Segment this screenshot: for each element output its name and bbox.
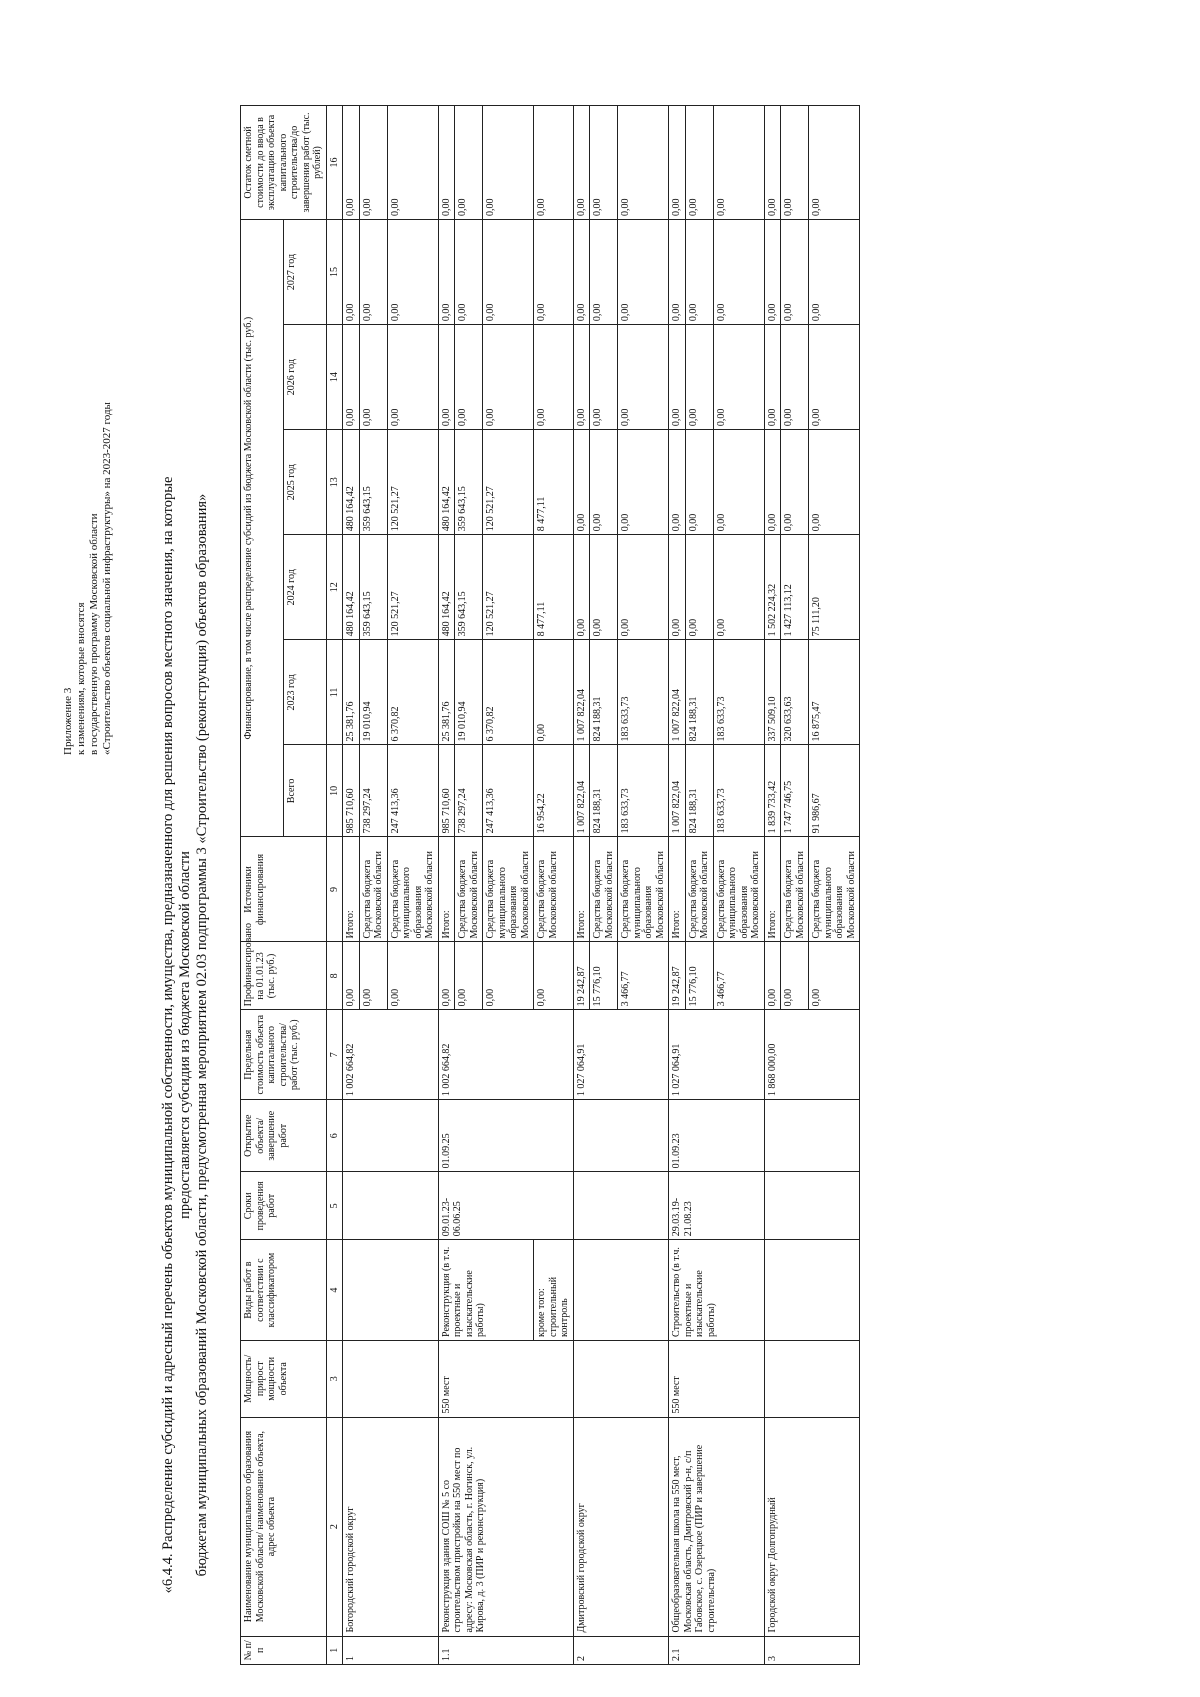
value-2024: 120 521,27 (387, 535, 438, 640)
column-number: 12 (326, 535, 343, 640)
value-2027: 0,00 (483, 219, 534, 324)
limit-cost: 1 027 064,91 (669, 1010, 765, 1100)
value-2025: 0,00 (713, 430, 764, 535)
prefinanced-value: 0,00 (764, 942, 781, 1010)
value-2026: 0,00 (359, 325, 387, 430)
value-2024: 0,00 (713, 535, 764, 640)
value-2024: 0,00 (669, 535, 686, 640)
prefinanced-value: 19 242,87 (669, 942, 686, 1010)
total-value: 1 839 733,42 (764, 745, 781, 837)
opening-date (573, 1100, 669, 1172)
total-value: 1 747 746,75 (781, 745, 809, 837)
value-2027: 0,00 (669, 219, 686, 324)
value-2023: 1 007 822,04 (573, 640, 590, 745)
value-2027: 0,00 (590, 219, 618, 324)
prefinanced-value: 0,00 (483, 942, 534, 1010)
value-2026: 0,00 (618, 325, 669, 430)
limit-cost: 1 868 000,00 (764, 1010, 860, 1100)
value-2027: 0,00 (534, 219, 574, 324)
appendix-line: к изменениям, которые вносятся (75, 602, 87, 755)
value-2026: 0,00 (669, 325, 686, 430)
work-terms: 09.01.23-06.06.25 (438, 1172, 573, 1240)
value-2024: 1 427 113,12 (781, 535, 809, 640)
column-number: 13 (326, 430, 343, 535)
value-2025: 0,00 (573, 430, 590, 535)
header-2023: 2023 год (283, 640, 326, 745)
total-value: 738 297,24 (455, 745, 483, 837)
prefinanced-value: 0,00 (359, 942, 387, 1010)
value-2027: 0,00 (781, 219, 809, 324)
table-row (573, 106, 590, 1665)
column-number-row (326, 106, 343, 1665)
caption-line: бюджетам муниципальных образований Московской области, предусмотренная мероприятием 02.03 подпрограммы 3 «Строительство (реконструкция) объектов образования» (194, 493, 210, 1577)
value-2024: 1 502 224,32 (764, 535, 781, 640)
row-number: 2 (573, 1636, 669, 1664)
table-caption (160, 435, 211, 1635)
funding-source: Итого: (669, 837, 686, 942)
value-2025: 120 521,27 (387, 430, 438, 535)
opening-date (343, 1100, 439, 1172)
column-number: 4 (326, 1240, 343, 1341)
row-number: 1 (343, 1636, 439, 1664)
value-2023: 25 381,76 (438, 640, 455, 745)
appendix-line: в государственную программу Московской области (88, 513, 100, 755)
remainder-value: 0,00 (685, 106, 713, 220)
header-terms: Сроки проведения работ (241, 1172, 327, 1240)
value-2023: 25 381,76 (343, 640, 360, 745)
value-2025: 0,00 (669, 430, 686, 535)
funding-source: Средства бюджета Московской области (685, 837, 713, 942)
prefinanced-value: 15 776,10 (590, 942, 618, 1010)
table-row (343, 106, 360, 1665)
object-name: Богородский городской округ (343, 1417, 439, 1636)
prefinanced-value: 0,00 (809, 942, 860, 1010)
total-value: 824 188,31 (590, 745, 618, 837)
prefinanced-value: 0,00 (343, 942, 360, 1010)
table-row (669, 106, 686, 1665)
header-remainder: Остаток сметной стоимости до ввода в эксплуатацию объекта капитального строительства/до завершения работ (тыс. рублей) (241, 106, 327, 220)
funding-source: Итого: (764, 837, 781, 942)
table-body (343, 106, 860, 1665)
value-2024: 0,00 (590, 535, 618, 640)
value-2026: 0,00 (590, 325, 618, 430)
total-value: 985 710,60 (438, 745, 455, 837)
header-2027: 2027 год (283, 219, 326, 324)
remainder-value: 0,00 (387, 106, 438, 220)
total-value: 1 007 822,04 (573, 745, 590, 837)
total-value: 1 007 822,04 (669, 745, 686, 837)
work-terms (343, 1172, 439, 1240)
value-2025: 359 643,15 (455, 430, 483, 535)
value-2026: 0,00 (685, 325, 713, 430)
column-number: 5 (326, 1172, 343, 1240)
value-2027: 0,00 (387, 219, 438, 324)
funding-source: Средства бюджета муниципального образования Московской области (809, 837, 860, 942)
header-2025: 2025 год (283, 430, 326, 535)
value-2025: 480 164,42 (438, 430, 455, 535)
value-2026: 0,00 (534, 325, 574, 430)
remainder-value: 0,00 (534, 106, 574, 220)
value-2023: 320 633,63 (781, 640, 809, 745)
prefinanced-value: 19 242,87 (573, 942, 590, 1010)
prefinanced-value: 15 776,10 (685, 942, 713, 1010)
remainder-value: 0,00 (669, 106, 686, 220)
funding-source: Средства бюджета муниципального образования Московской области (618, 837, 669, 942)
value-2027: 0,00 (455, 219, 483, 324)
prefinanced-value: 0,00 (534, 942, 574, 1010)
total-value: 738 297,24 (359, 745, 387, 837)
value-2026: 0,00 (483, 325, 534, 430)
total-value: 824 188,31 (685, 745, 713, 837)
value-2027: 0,00 (438, 219, 455, 324)
limit-cost: 1 027 064,91 (573, 1010, 669, 1100)
value-2026: 0,00 (809, 325, 860, 430)
header-2024: 2024 год (283, 535, 326, 640)
total-value: 247 413,36 (387, 745, 438, 837)
value-2026: 0,00 (713, 325, 764, 430)
value-2025: 480 164,42 (343, 430, 360, 535)
prefinanced-value: 0,00 (781, 942, 809, 1010)
header-limit-cost: Предельная стоимость объекта капитального строительства/ работ (тыс. руб.) (241, 1010, 327, 1100)
object-capacity: 550 мест (669, 1340, 765, 1417)
value-2026: 0,00 (781, 325, 809, 430)
value-2023: 19 010,94 (359, 640, 387, 745)
column-number: 2 (326, 1417, 343, 1636)
value-2025: 120 521,27 (483, 430, 534, 535)
total-value: 16 954,22 (534, 745, 574, 837)
object-name: Общеобразовательная школа на 550 мест, Московская область, Дмитровский р-н, с/п Габовское, с. Озерецкое (ПИР и завершение строительства) (669, 1417, 765, 1636)
value-2026: 0,00 (764, 325, 781, 430)
opening-date: 01.09.23 (669, 1100, 765, 1172)
header-work-types: Виды работ в соответствии с классификатором (241, 1240, 327, 1341)
rotated-page (60, 85, 1120, 1665)
appendix-note (62, 155, 114, 755)
value-2024: 8 477,11 (534, 535, 574, 640)
work-type: Строительство (в т.ч. проектные и изыскательские работы) (669, 1240, 765, 1341)
row-number: 3 (764, 1636, 860, 1664)
value-2025: 8 477,11 (534, 430, 574, 535)
header-total: Всего (283, 745, 326, 837)
value-2025: 0,00 (685, 430, 713, 535)
value-2024: 0,00 (573, 535, 590, 640)
work-terms (764, 1172, 860, 1240)
value-2025: 359 643,15 (359, 430, 387, 535)
object-name: Реконструкция здания СОШ № 5 со строительством пристройки на 550 мест по адресу: Московская область, г. Ногинск, ул. Кирова, д. 3 (ПИР и реконструкция) (438, 1417, 573, 1636)
opening-date (764, 1100, 860, 1172)
prefinanced-value: 0,00 (438, 942, 455, 1010)
remainder-value: 0,00 (455, 106, 483, 220)
object-capacity: 550 мест (438, 1340, 573, 1417)
value-2023: 0,00 (534, 640, 574, 745)
remainder-value: 0,00 (590, 106, 618, 220)
column-number: 16 (326, 106, 343, 220)
work-terms (573, 1172, 669, 1240)
object-capacity (343, 1340, 439, 1417)
column-number: 15 (326, 219, 343, 324)
funding-source: Средства бюджета муниципального образования Московской области (713, 837, 764, 942)
caption-line: «6.4.4. Распределение субсидий и адресный перечень объектов муниципальной собственности, имущества, предназначенного для решения вопросов местного значения, на которые предоставляется субсидия из бюджета Московской области (160, 476, 193, 1594)
value-2025: 0,00 (764, 430, 781, 535)
value-2026: 0,00 (387, 325, 438, 430)
column-number: 6 (326, 1100, 343, 1172)
header-financing-group: Финансирование, в том числе распределение субсидий из бюджета Московской области (тыс. руб.) (241, 219, 284, 836)
value-2023: 824 188,31 (590, 640, 618, 745)
work-type (764, 1240, 860, 1341)
value-2027: 0,00 (764, 219, 781, 324)
value-2027: 0,00 (343, 219, 360, 324)
header-capacity: Мощность/ прирост мощности объекта (241, 1340, 327, 1417)
work-type-extra: кроме того: строительный контроль (534, 1240, 574, 1341)
value-2026: 0,00 (343, 325, 360, 430)
funding-source: Итого: (438, 837, 455, 942)
remainder-value: 0,00 (781, 106, 809, 220)
object-capacity (573, 1340, 669, 1417)
funding-source: Средства бюджета Московской области (534, 837, 574, 942)
column-number: 11 (326, 640, 343, 745)
object-name: Городской округ Долгопрудный (764, 1417, 860, 1636)
value-2024: 0,00 (685, 535, 713, 640)
value-2023: 337 509,10 (764, 640, 781, 745)
remainder-value: 0,00 (713, 106, 764, 220)
value-2026: 0,00 (438, 325, 455, 430)
prefinanced-value: 0,00 (387, 942, 438, 1010)
total-value: 183 633,73 (618, 745, 669, 837)
value-2023: 6 370,82 (387, 640, 438, 745)
value-2027: 0,00 (618, 219, 669, 324)
appendix-line: «Строительство объектов социальной инфраструктуры» на 2023-2027 годы (101, 402, 113, 755)
work-type: Реконструкция (в т.ч. проектные и изыскательские работы) (438, 1240, 534, 1341)
value-2027: 0,00 (713, 219, 764, 324)
column-number: 3 (326, 1340, 343, 1417)
subsidy-table-wrap (240, 105, 860, 1665)
remainder-value: 0,00 (359, 106, 387, 220)
value-2024: 120 521,27 (483, 535, 534, 640)
work-type (343, 1240, 439, 1341)
remainder-value: 0,00 (809, 106, 860, 220)
value-2027: 0,00 (809, 219, 860, 324)
prefinanced-value: 3 466,77 (618, 942, 669, 1010)
column-number: 14 (326, 325, 343, 430)
value-2027: 0,00 (359, 219, 387, 324)
column-number: 9 (326, 837, 343, 942)
value-2023: 183 633,73 (618, 640, 669, 745)
work-type (573, 1240, 669, 1341)
value-2023: 1 007 822,04 (669, 640, 686, 745)
opening-date: 01.09.25 (438, 1100, 573, 1172)
value-2024: 359 643,15 (359, 535, 387, 640)
prefinanced-value: 0,00 (455, 942, 483, 1010)
value-2024: 480 164,42 (438, 535, 455, 640)
funding-source: Средства бюджета Московской области (590, 837, 618, 942)
remainder-value: 0,00 (618, 106, 669, 220)
subsidy-table (240, 105, 860, 1665)
total-value: 183 633,73 (713, 745, 764, 837)
limit-cost: 1 002 664,82 (343, 1010, 439, 1100)
column-number: 1 (326, 1636, 343, 1664)
value-2024: 480 164,42 (343, 535, 360, 640)
object-name: Дмитровский городской округ (573, 1417, 669, 1636)
funding-source: Средства бюджета муниципального образования Московской области (387, 837, 438, 942)
value-2025: 0,00 (590, 430, 618, 535)
limit-cost: 1 002 664,82 (438, 1010, 573, 1100)
value-2025: 0,00 (781, 430, 809, 535)
value-2023: 6 370,82 (483, 640, 534, 745)
funding-source: Средства бюджета Московской области (359, 837, 387, 942)
value-2024: 359 643,15 (455, 535, 483, 640)
funding-source: Средства бюджета муниципального образования Московской области (483, 837, 534, 942)
value-2025: 0,00 (809, 430, 860, 535)
remainder-value: 0,00 (343, 106, 360, 220)
value-2026: 0,00 (573, 325, 590, 430)
value-2024: 75 111,20 (809, 535, 860, 640)
prefinanced-value: 3 466,77 (713, 942, 764, 1010)
column-number: 8 (326, 942, 343, 1010)
value-2023: 16 875,47 (809, 640, 860, 745)
value-2026: 0,00 (455, 325, 483, 430)
header-2026: 2026 год (283, 325, 326, 430)
total-value: 91 986,67 (809, 745, 860, 837)
column-number: 7 (326, 1010, 343, 1100)
funding-source: Средства бюджета Московской области (455, 837, 483, 942)
table-row (438, 106, 455, 1665)
appendix-line: Приложение 3 (62, 687, 74, 755)
header-num: № п/п (241, 1636, 327, 1664)
value-2023: 824 188,31 (685, 640, 713, 745)
row-number: 2.1 (669, 1636, 765, 1664)
remainder-value: 0,00 (573, 106, 590, 220)
header-name: Наименование муниципального образования Московской области/ наименование объекта, адрес объекта (241, 1417, 327, 1636)
column-number: 10 (326, 745, 343, 837)
total-value: 985 710,60 (343, 745, 360, 837)
row-number: 1.1 (438, 1636, 573, 1664)
remainder-value: 0,00 (438, 106, 455, 220)
header-opening: Открытие объекта/завершение работ (241, 1100, 327, 1172)
funding-source: Средства бюджета Московской области (781, 837, 809, 942)
header-prefinanced: Профинансировано на 01.01.23 (тыс. руб.) (241, 942, 327, 1010)
funding-source: Итого: (343, 837, 360, 942)
total-value: 247 413,36 (483, 745, 534, 837)
remainder-value: 0,00 (483, 106, 534, 220)
value-2024: 0,00 (618, 535, 669, 640)
table-row (764, 106, 781, 1665)
work-terms: 29.03.19-21.08.23 (669, 1172, 765, 1240)
value-2027: 0,00 (685, 219, 713, 324)
funding-source: Итого: (573, 837, 590, 942)
remainder-value: 0,00 (764, 106, 781, 220)
value-2025: 0,00 (618, 430, 669, 535)
value-2027: 0,00 (573, 219, 590, 324)
object-capacity (764, 1340, 860, 1417)
value-2023: 19 010,94 (455, 640, 483, 745)
value-2023: 183 633,73 (713, 640, 764, 745)
header-sources: Источники финансирования (241, 837, 327, 942)
